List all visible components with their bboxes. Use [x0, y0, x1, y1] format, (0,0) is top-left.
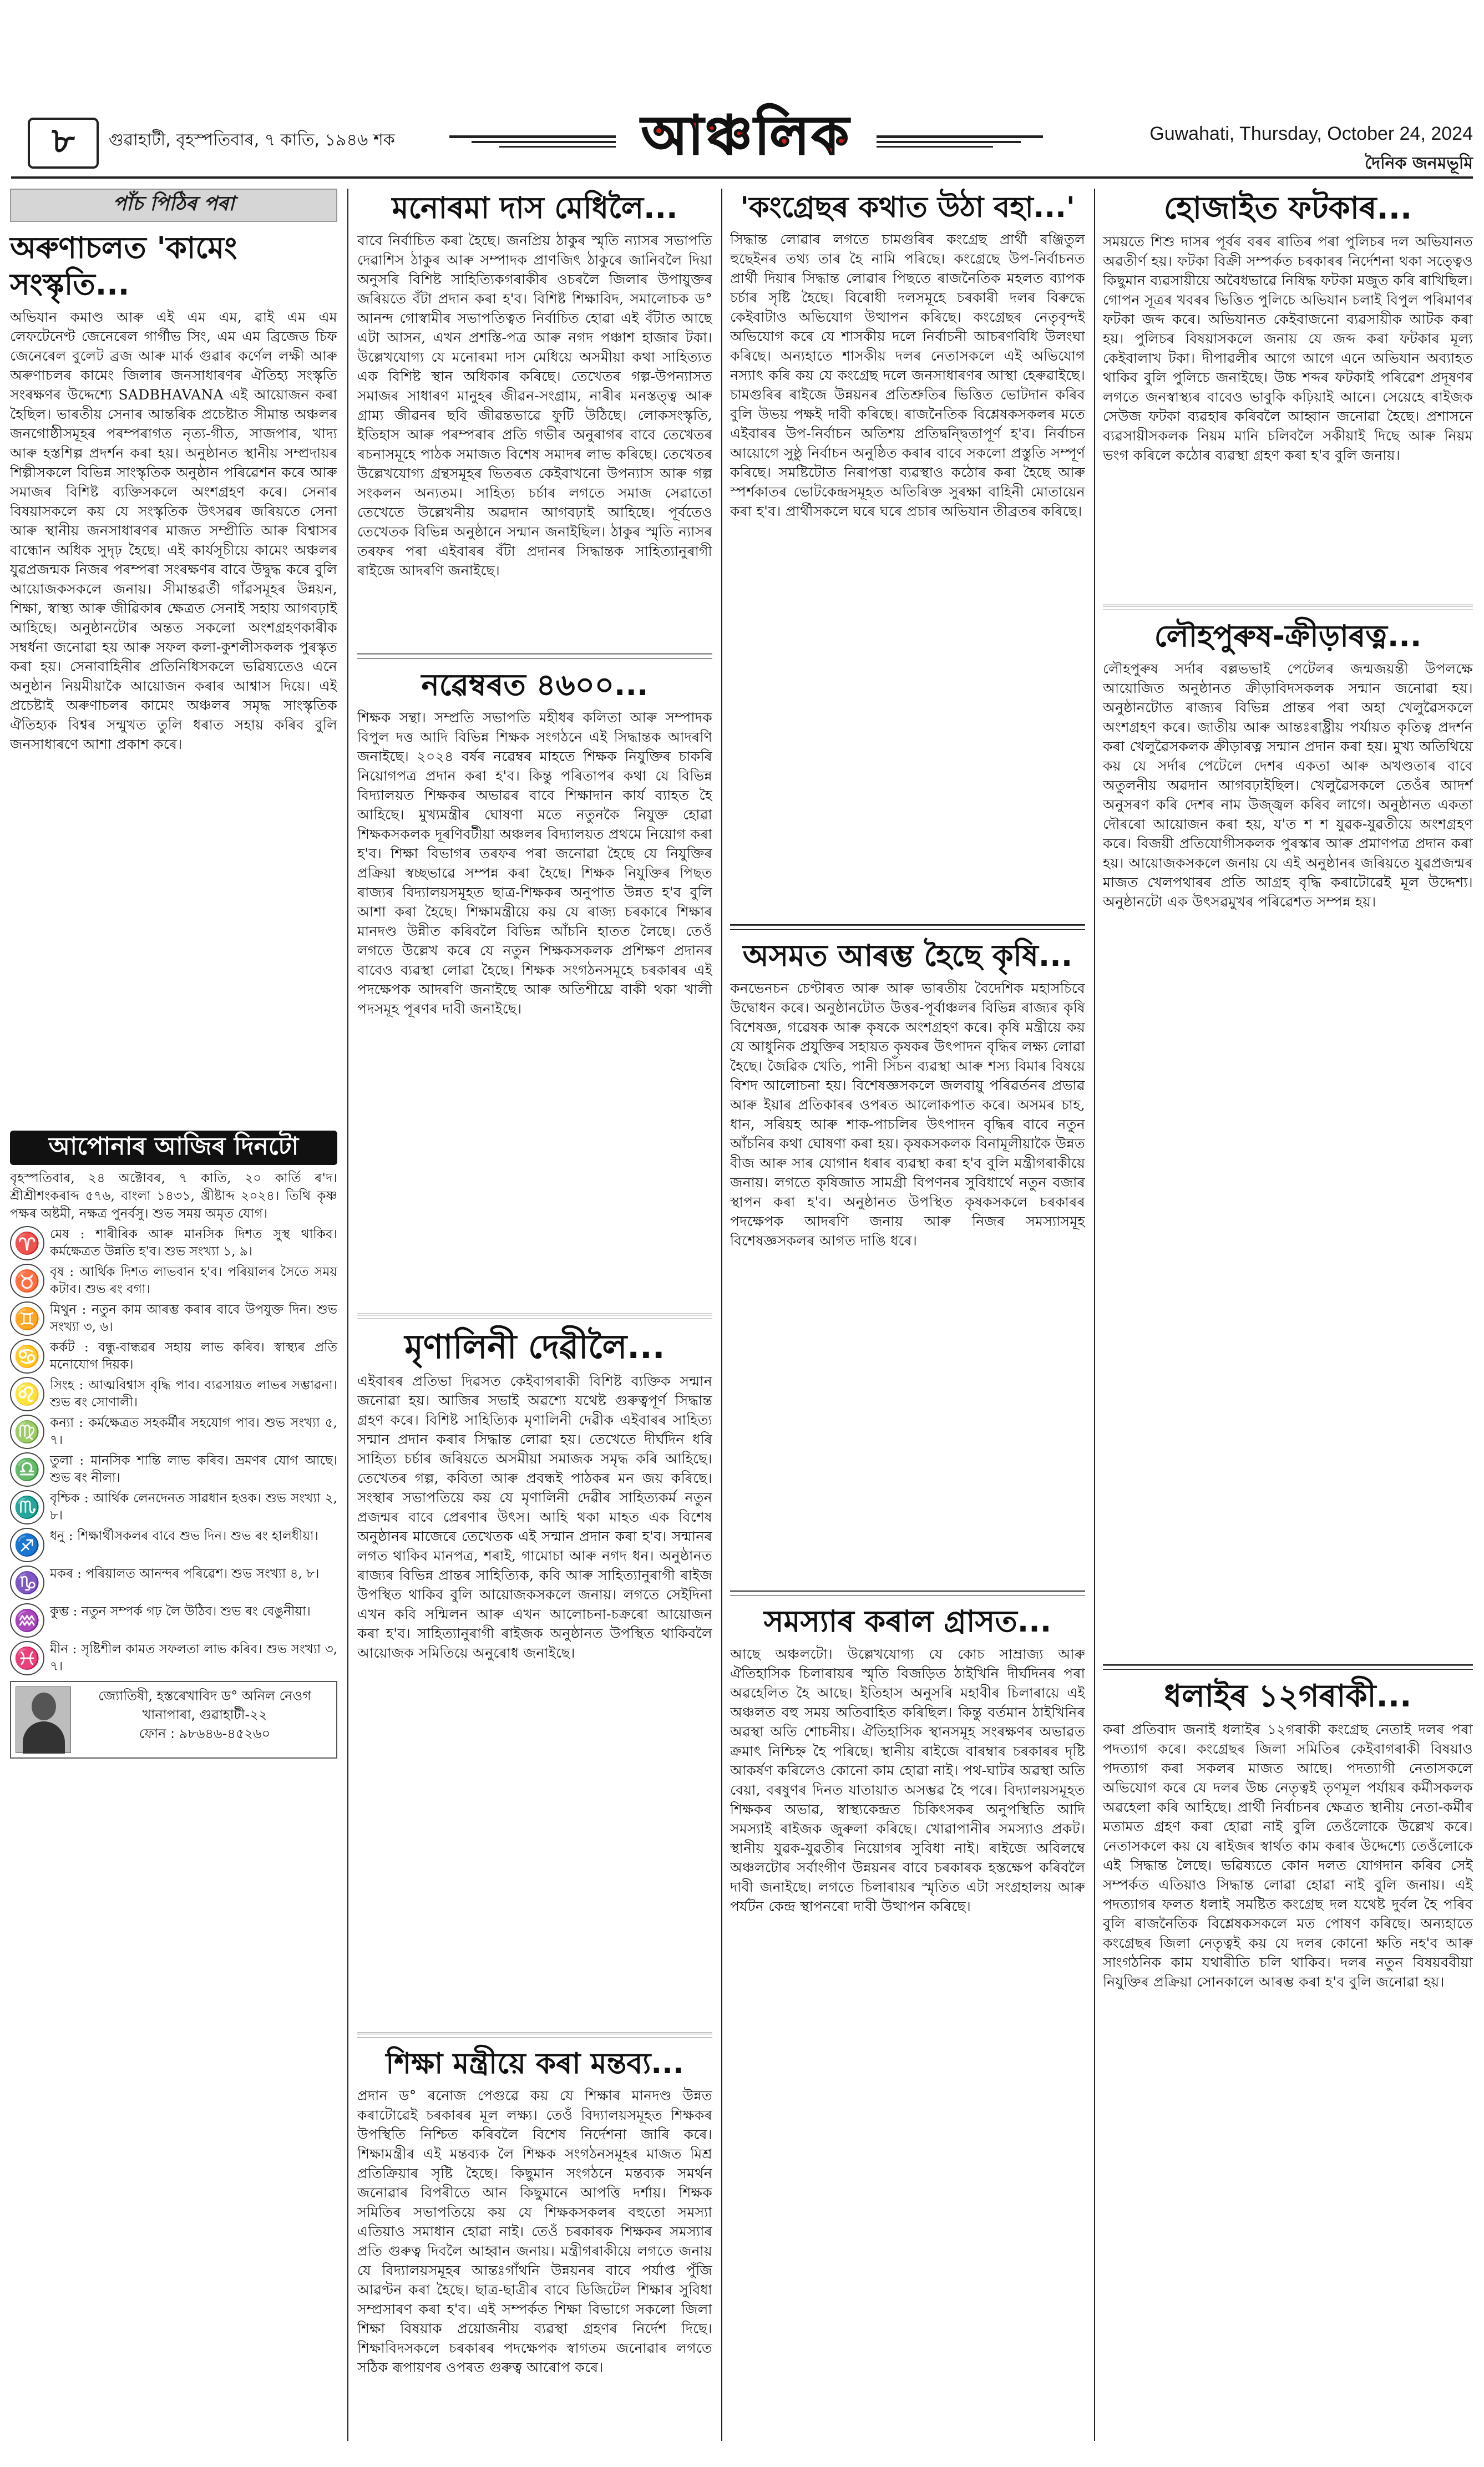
iron-man-body: লৌহপুৰুষ সৰ্দাৰ বল্লভভাই পেটেলৰ জন্মজয়ন্তী উপলক্ষে আয়োজিত অনুষ্ঠানত ক্ৰীড়াবিদসকলক সন্মান জনোৱা হয়। অনুষ্ঠানটোত ৰাজ্যৰ বিভিন্ন প্ৰান্তৰ পৰা অহা খেলুৱৈসকলে অংশগ্ৰহণ কৰে। জাতীয় আৰু আন্তঃৰাষ্ট্ৰীয় পৰ্যায়ত কৃতিত্ব প্ৰদৰ্শন কৰা খেলুৱৈসকলক ক্ৰীড়াৰত্ন সন্মান প্ৰদান কৰা হয়। মুখ্য অতিথিয়ে কয় যে সৰ্দাৰ পেটেলে দেশৰ একতা আৰু অখণ্ডতাৰ বাবে অতুলনীয় অৱদান আগবঢ়াইছিল। খেলুৱৈসকলে তেওঁৰ আদৰ্শ অনুসৰণ কৰি দেশৰ নাম উজ্জ্বল কৰিব লাগে। অনুষ্ঠানত একতা দৌৰৰো আয়োজন কৰা হয়, য'ত শ শ যুৱক-যুৱতীয়ে অংশগ্ৰহণ কৰে। বিজয়ী প্ৰতিযোগীসকলক পুৰস্কাৰ আৰু প্ৰমাণপত্ৰ প্ৰদান কৰা হয়। আয়োজকসকলে জনায় যে এই অনুষ্ঠানৰ জৰিয়তে যুৱপ্ৰজন্মৰ মাজত খেলপথাৰৰ প্ৰতি আগ্ৰহ বৃদ্ধি কৰাটোৱেই মূল উদ্দেশ্য। অনুষ্ঠানটো এক উৎসৱমুখৰ পৰিৱেশত সম্পন্ন হয়।: [1103, 661, 1473, 910]
horoscope-text: কৰ্কট : বন্ধু-বান্ধৱৰ সহায় লাভ কৰিব। স্বাস্থ্যৰ প্ৰতি মনোযোগ দিয়ক।: [50, 1340, 337, 1372]
mrinalini-headline: মৃণালিনী দেৱীলৈ...: [404, 1328, 665, 1366]
zodiac-sign-icon: ♐: [10, 1528, 44, 1562]
column-divider: [721, 189, 722, 2441]
zodiac-sign-icon: ♑: [10, 1566, 44, 1600]
horoscope-text: মীন : সৃষ্টিশীল কামত সফলতা লাভ কৰিব। শুভ সংখ্যা ৩, ৭।: [50, 1642, 337, 1674]
problems-body: আছে অঞ্চলটো। উল্লেখযোগ্য যে কোচ সাম্ৰাজ্য আৰু ঐতিহাসিক চিলাৰায়ৰ স্মৃতি বিজড়িত ঠাইখিনি দীৰ্ঘদিনৰ পৰা অৱহেলিত হৈ আছে। ইতিহাস অনুসৰি মহাবীৰ চিলাৰায়ে এই অঞ্চলত বহু সময় অতিবাহিত কৰিছিল। কিন্তু বৰ্তমান ঠাইখিনিৰ অৱস্থা অতি শোচনীয়। ঐতিহাসিক স্থানসমূহ সংৰক্ষণৰ অভাৱত ক্ৰমাৎ নিশ্চিহ্ন হৈ পৰিছে। স্থানীয় ৰাইজে বাৰম্বাৰ চৰকাৰৰ দৃষ্টি আকৰ্ষণ কৰিলেও কোনো কাম হোৱা নাই। পথ-ঘাটৰ অৱস্থা অতি বেয়া, বৰষুণৰ দিনত যাতায়াত অসম্ভৱ হৈ পৰে। বিদ্যালয়সমূহত শিক্ষকৰ অভাৱ, স্বাস্থ্যকেন্দ্ৰত চিকিৎসকৰ অনুপস্থিতি আদি সমস্যাই ৰাইজক জুৰুলা কৰিছে। খোৱাপানীৰ সমস্যাও প্ৰকট। স্থানীয় যুৱক-যুৱতীৰ নিয়োগৰ সুবিধা নাই। ৰাইজে অবিলম্বে অঞ্চলটোৰ সৰ্বাংগীণ উন্নয়নৰ বাবে চৰকাৰক হস্তক্ষেপ কৰিবলৈ দাবী জনাইছে। লগতে চিলাৰায়ৰ স্মৃতিত এটা সংগ্ৰহালয় আৰু পৰ্যটন কেন্দ্ৰ স্থাপনৰো দাবী উত্থাপন কৰিছে।: [730, 1646, 1085, 1914]
zodiac-sign-icon: ♋: [10, 1339, 44, 1374]
horoscope-title: আপোনাৰ আজিৰ দিনটো: [10, 1131, 337, 1165]
november-body: শিক্ষক সন্থা। সম্প্ৰতি সভাপতি মহীধৰ কলিতা আৰু সম্পাদক বিপুল দত্ত আদি বিভিন্ন শিক্ষক সংগঠনে এই সিদ্ধান্তক আদৰণি জনাইছে। ২০২৪ বৰ্ষৰ নৱেম্বৰ মাহতে শিক্ষক নিযুক্তিৰ চাকৰি নিয়োগপত্ৰ প্ৰদান কৰা হ'ব। কিন্তু পৰিতাপৰ কথা যে বিভিন্ন বিদ্যালয়ত শিক্ষকৰ অভাৱৰ বাবে শিক্ষাদান কাৰ্য ব্যাহত হৈ আহিছে। মুখ্যমন্ত্ৰীৰ ঘোষণা মতে নতুনকৈ নিযুক্ত হোৱা শিক্ষকসকলক দূৰণিবটীয়া অঞ্চলৰ বিদ্যালয়ত প্ৰথমে নিয়োগ কৰা হ'ব। শিক্ষা বিভাগৰ তৰফৰ পৰা জনোৱা হৈছে যে নিযুক্তিৰ প্ৰক্ৰিয়া স্বচ্ছভাৱে সম্পন্ন কৰা হৈছে। শিক্ষক নিযুক্তিৰ পিছত ৰাজ্যৰ বিদ্যালয়সমূহত ছাত্ৰ-শিক্ষকৰ অনুপাত উন্নত হ'ব বুলি আশা কৰা হৈছে। শিক্ষামন্ত্ৰীয়ে কয় যে ৰাজ্য চৰকাৰে শিক্ষাৰ মানদণ্ড উন্নীত কৰিবলৈ বিভিন্ন আঁচনি হাতত লৈছে। তেওঁ লগতে উল্লেখ কৰে যে নতুন শিক্ষকসকলক প্ৰশিক্ষণ প্ৰদানৰ বাবেও ব্যৱস্থা লোৱা হৈছে। শিক্ষক সংগঠনসমূহে চৰকাৰৰ এই পদক্ষেপক আদৰণি জনাইছে আৰু অতিশীঘ্ৰে বাকী থকা খালী পদসমূহ পূৰণৰ দাবী জনাইছে।: [357, 710, 712, 1017]
zodiac-sign-icon: ♈: [10, 1226, 44, 1260]
column-4: [1103, 189, 1473, 2441]
divider: [1103, 1664, 1473, 1670]
column-divider: [347, 189, 348, 2441]
zodiac-sign-icon: ♏: [10, 1490, 44, 1524]
divider: [730, 1590, 1085, 1595]
agriculture-headline: অসমত আৰম্ভ হৈছে কৃষি...: [742, 938, 1073, 973]
manorama-body: বাবে নিৰ্বাচিত কৰা হৈছে। জনপ্ৰিয় ঠাকুৰ স্মৃতি ন্যাসৰ সভাপতি দেৱাশিস ঠাকুৰ আৰু সম্পাদক প্ৰাণজিৎ ঠাকুৰে জানিবলৈ দিয়া অনুসৰি বিশিষ্ট সাহিত্যিকগৰাকীৰ ওচৰলৈ জিলাৰ উপায়ুক্তৰ জৰিয়তে বঁটা প্ৰদান কৰা হ'ব। বিশিষ্ট শিক্ষাবিদ, সমালোচক ড° আনন্দ গোস্বামীৰ সভাপতিত্বত নিৰ্বাচিত হোৱা এই বঁটাত আছে এটা আসন, এখন প্ৰশস্তি-পত্ৰ আৰু নগদ পঞ্চাশ হাজাৰ টকা। উল্লেখযোগ্য যে মনোৰমা দাস মেধিয়ে অসমীয়া কথা সাহিত্যত এক বিশিষ্ট স্থান অধিকাৰ কৰিছে। তেখেতৰ গল্প-উপন্যাসত সমাজৰ সাধাৰণ মানুহৰ জীৱন-সংগ্ৰাম, নাৰীৰ মনস্তত্ত্ব আৰু গ্ৰাম্য জীৱনৰ ছবি জীৱন্তভাৱে ফুটি উঠিছে। লোকসংস্কৃতি, ইতিহাস আৰু পৰম্পৰাৰ প্ৰতি গভীৰ অনুৰাগৰ বাবে তেখেতৰ ৰচনাসমূহে পাঠক সমাজত বিশেষ সমাদৰ লাভ কৰিছে। তেখেতৰ উল্লেখযোগ্য গ্ৰন্থসমূহৰ ভিতৰত কেইবাখনো উপন্যাস আৰু গল্প সংকলন অন্যতম। সাহিত্য চৰ্চাৰ লগতে সমাজ সেৱাতো তেখেতে উল্লেখনীয় অৱদান আগবঢ়াই আহিছে। পূৰ্বতেও তেখেতক বিভিন্ন অনুষ্ঠানে সন্মান জনাইছিল। ঠাকুৰ স্মৃতি ন্যাসৰ তৰফৰ পৰা এইবাৰৰ বঁটা প্ৰদানৰ সিদ্ধান্তক সাহিত্যানুৰাগী ৰাইজে আদৰণি জনাইছে।: [357, 232, 712, 579]
divider: [357, 1314, 712, 1319]
zodiac-sign-icon: ♉: [10, 1264, 44, 1298]
arunachal-body: অভিযান কমাণ্ড আৰু এই এম এম, ৱাই এম এম লেফটেনেণ্ট জেনেৰেল গাৰ্গীভ সিং, এম এম ব্ৰিজেড চিফ জেনেৰেল বুলেট ব্ৰজ আৰু মাৰ্ক গুৱাৰ কৰ্ণেল লক্ষী আৰু অৰুণাচলৰ কামেং জিলাৰ জনসাধাৰণৰ ঐতিহ্য সংস্কৃতি সংৰক্ষণৰ উদ্দেশ্যে SADBHAVANA এই আয়োজন কৰা হৈছিল। ভাৰতীয় সেনাৰ আন্তৰিক প্ৰচেষ্টাত সীমান্ত অঞ্চলৰ জনগোষ্ঠীসমূহৰ পৰম্পৰাগত নৃত্য-গীত, সাজপাৰ, খাদ্য আৰু হস্তশিল্প প্ৰদৰ্শন কৰা হয়। অনুষ্ঠানত স্থানীয় সম্প্ৰদায়ৰ শিল্পীসকলে বিভিন্ন সাংস্কৃতিক অনুষ্ঠান পৰিৱেশন কৰে আৰু সমাজৰ বিশিষ্ট ব্যক্তিসকলে অংশগ্ৰহণ কৰে। সেনাৰ বিষয়াসকলে কয় যে সংস্কৃতিক উৎসৱৰ জৰিয়তে সেনা আৰু স্থানীয় জনসাধাৰণৰ মাজত সম্প্ৰীতি আৰু বিশ্বাসৰ বান্ধোন অধিক সুদৃঢ় হৈছে। এই কাৰ্যসূচীয়ে কামেং অঞ্চলৰ যুৱপ্ৰজন্মক নিজৰ পৰম্পৰা সংৰক্ষণৰ বাবে উদ্বুদ্ধ কৰে বুলি আয়োজকসকলে জনায়। সীমান্তৱৰ্তী গাঁৱসমূহৰ উন্নয়ন, শিক্ষা, স্বাস্থ্য আৰু জীৱিকাৰ ক্ষেত্ৰত সেনাই সহায় আগবঢ়াই আহিছে। অনুষ্ঠানটোৰ অন্তত সকলো অংশগ্ৰহণকাৰীক সম্বৰ্ধনা জনোৱা হয় আৰু সফল কলা-কুশলীসকলক পুৰস্কৃত কৰা হয়। সেনাবাহিনীৰ প্ৰতিনিধিসকলে ভৱিষ্যতেও এনে অনুষ্ঠান নিয়মীয়াকৈ আয়োজন কৰাৰ আশ্বাস দিয়ে। এই প্ৰচেষ্টাই অৰুণাচলৰ কামেং অঞ্চলৰ সমৃদ্ধ সাংস্কৃতিক ঐতিহ্যক বিশ্বৰ সন্মুখত তুলি ধৰাত সহায় কৰিব বুলি জনসাধাৰণে আশা প্ৰকাশ কৰে।: [10, 309, 337, 752]
date-assamese: গুৱাহাটী, বৃহস্পতিবাৰ, ৭ কাতি, ১৯৪৬ শক: [109, 130, 395, 150]
column-divider: [1094, 189, 1095, 2441]
horoscope-text: কন্যা : কৰ্মক্ষেত্ৰত সহকৰ্মীৰ সহযোগ পাব। শুভ সংখ্যা ৫, ৭।: [50, 1416, 337, 1447]
horoscope-text: কুম্ভ : নতুন সম্পৰ্ক গঢ় লৈ উঠিব। শুভ ৰং বেঙুনীয়া।: [50, 1604, 311, 1619]
horoscope-row: [10, 1603, 337, 1638]
horoscope-text: সিংহ : আত্মবিশ্বাস বৃদ্ধি পাব। ব্যৱসায়ত লাভৰ সম্ভাৱনা। শুভ ৰং সোণালী।: [50, 1378, 337, 1410]
congress-headline: 'কংগ্ৰেছৰ কথাত উঠা বহা...': [740, 191, 1075, 224]
horoscope-text: বৃশ্চিক : আৰ্থিক লেনদেনত সাৱধান হওক। শুভ সংখ্যা ২, ৮।: [50, 1491, 337, 1523]
zodiac-sign-icon: ♍: [10, 1415, 44, 1449]
astrologer-info: [78, 1686, 332, 1753]
column-3: [730, 189, 1085, 2441]
horoscope-text: বৃষ : আৰ্থিক দিশত লাভবান হ'ব। পৰিয়ালৰ সৈতে সময় কটাব। শুভ ৰং বগা।: [50, 1265, 337, 1296]
agriculture-body: কনভেনচন চেণ্টাৰত আৰু আৰু ভাৰতীয় বৈদেশিক মহাসচিবে উদ্বোধন কৰে। অনুষ্ঠানটোত উত্তৰ-পূৰ্বাঞ্চলৰ বিভিন্ন ৰাজ্যৰ কৃষি বিশেষজ্ঞ, গৱেষক আৰু কৃষকে অংশগ্ৰহণ কৰে। কৃষি মন্ত্ৰীয়ে কয় যে আধুনিক প্ৰযুক্তিৰ সহায়ত কৃষকৰ উৎপাদন বৃদ্ধিৰ লক্ষ্য লোৱা হৈছে। জৈৱিক খেতি, পানী সিঁচন ব্যৱস্থা আৰু শস্য বিমাৰ বিষয়ে বিশদ আলোচনা হয়। বিশেষজ্ঞসকলে জলবায়ু পৰিৱৰ্তনৰ প্ৰভাৱ আৰু ইয়াৰ প্ৰতিকাৰৰ ওপৰত আলোকপাত কৰে। অসমৰ চাহ, ধান, সৰিয়হ আৰু শাক-পাচলিৰ উৎপাদন বৃদ্ধিৰ বাবে নতুন আঁচনিৰ কথা ঘোষণা কৰা হয়। কৃষকসকলক বিনামূলীয়াকৈ উন্নত বীজ আৰু সাৰ যোগান ধৰাৰ ব্যৱস্থা কৰা হ'ব বুলি মন্ত্ৰীগৰাকীয়ে জনায়। লগতে কৃষিজাত সামগ্ৰী বিপণনৰ সুবিধাৰ্থে নতুন বজাৰ স্থাপন কৰা হ'ব। অনুষ্ঠানত উপস্থিত কৃষকসকলে চৰকাৰৰ পদক্ষেপক আদৰণি জনায় আৰু নিজৰ সমস্যাসমূহ বিশেষজ্ঞসকলৰ আগত দাঙি ধৰে।: [730, 980, 1085, 1249]
astrologer-address: খানাপাৰা, গুৱাহাটী-২২: [142, 1707, 267, 1723]
horoscope-text: মিথুন : নতুন কাম আৰম্ভ কৰাৰ বাবে উপযুক্ত দিন। শুভ সংখ্যা ৩, ৬।: [50, 1303, 337, 1334]
horoscope-row: [10, 1264, 337, 1298]
education-minister-headline: শিক্ষা মন্ত্ৰীয়ে কৰা মন্তব্য...: [386, 2047, 684, 2080]
horoscope-row: [10, 1339, 337, 1374]
horoscope-signs: [10, 1226, 337, 1675]
paper-name: দৈনিক জনমভূমি: [1365, 154, 1473, 173]
horoscope-row: [10, 1226, 337, 1260]
arunachal-headline: অৰুণাচলত 'কামেং সংস্কৃতি...: [10, 230, 237, 302]
astrologer-photo: [16, 1686, 71, 1753]
mrinalini-body: এইবাৰৰ প্ৰতিভা দিৱসত কেইবাগৰাকী বিশিষ্ট ব্যক্তিক সন্মান জনোৱা হয়। আজিৰ সভাই অৱশ্যে যথেষ্ট গুৰুত্বপূৰ্ণ সিদ্ধান্ত গ্ৰহণ কৰে। বিশিষ্ট সাহিত্যিক মৃণালিনী দেৱীক এইবাৰৰ সাহিত্য সন্মান প্ৰদান কৰাৰ সিদ্ধান্ত লোৱা হয়। তেখেতে দীৰ্ঘদিন ধৰি সাহিত্য চৰ্চাৰ জৰিয়তে অসমীয়া সমাজক সমৃদ্ধ কৰি আহিছে। তেখেতৰ গল্প, কবিতা আৰু প্ৰবন্ধই পাঠকৰ মন জয় কৰিছে। সংস্থাৰ সভাপতিয়ে কয় যে মৃণালিনী দেৱীৰ সাহিত্যকৰ্ম নতুন প্ৰজন্মৰ বাবে প্ৰেৰণাৰ উৎস। আহি থকা মাহত এক বিশেষ অনুষ্ঠানৰ মাজেৰে তেখেতক এই সন্মান প্ৰদান কৰা হ'ব। সন্মানৰ লগত থাকিব মানপত্ৰ, শৰাই, গামোচা আৰু নগদ ধন। অনুষ্ঠানত ৰাজ্যৰ বিভিন্ন প্ৰান্তৰ সাহিত্যিক, কবি আৰু সাহিত্যানুৰাগী ৰাইজ উপস্থিত থাকিব বুলি আয়োজকসকলে জনায়। লগতে সেইদিনা এখন কবি সন্মিলন আৰু এখন আলোচনা-চক্ৰৰো আয়োজন কৰা হ'ব। সাহিত্যানুৰাগী ৰাইজক অনুষ্ঠানত উপস্থিত থাকিবলৈ আয়োজক সমিতিয়ে অনুৰোধ জনাইছে।: [357, 1373, 712, 1661]
manorama-headline: মনোৰমা দাস মেধিলৈ...: [392, 190, 678, 225]
column-2: [357, 189, 712, 2441]
logo-left-wing-icon: [449, 133, 616, 152]
masthead: [0, 0, 1484, 183]
horoscope-text: মেষ : শাৰীৰিক আৰু মানসিক দিশত সুস্থ থাকিব। কৰ্মক্ষেত্ৰত উন্নতি হ'ব। শুভ সংখ্যা ১, ৯।: [50, 1227, 337, 1259]
zodiac-sign-icon: ♓: [10, 1641, 44, 1675]
divider: [1103, 605, 1473, 610]
hojai-body: সময়তে শিশু দাসৰ পূৰ্বৰ বৰৰ ৰাতিৰ পৰা পুলিচৰ দল অভিযানত অৱতীৰ্ণ হয়। ফটকা বিক্ৰী সম্পৰ্কত চৰকাৰৰ নিৰ্দেশনা থকা সত্ত্বেও কিছুমান ব্যৱসায়ীয়ে অবৈধভাৱে নিষিদ্ধ ফটকা মজুত কৰি ৰাখিছিল। গোপন সূত্ৰৰ খবৰৰ ভিত্তিত পুলিচে অভিযান চলাই বিপুল পৰিমাণৰ ফটকা জব্দ কৰে। অভিযানত কেইবাজনো ব্যৱসায়ীক আটক কৰা হয়। পুলিচৰ বিষয়াসকলে জনায় যে জব্দ কৰা ফটকাৰ মূল্য কেইবালাখ টকা। দীপাৱলীৰ আগে আগে এনে অভিযান অব্যাহত থাকিব বুলি পুলিচে জনাইছে। উচ্চ শব্দৰ ফটকাই পৰিৱেশ প্ৰদূষণৰ লগতে জনস্বাস্থ্যৰ বাবেও ভাবুকি কঢ়িয়াই আনে। সেয়েহে ৰাইজক সেউজ ফটকা ব্যৱহাৰ কৰিবলৈ আহ্বান জনোৱা হৈছে। প্ৰশাসনে ব্যৱসায়ীসকলক নিয়ম মানি চলিবলৈ সকীয়াই দিছে আৰু নিয়ম ভংগ কৰিলে কঠোৰ ব্যৱস্থা গ্ৰহণ কৰা হ'ব বুলি জনায়।: [1103, 234, 1473, 463]
horoscope-text: ধনু : শিক্ষাৰ্থীসকলৰ বাবে শুভ দিন। শুভ ৰং হালধীয়া।: [50, 1529, 318, 1543]
education-minister-body: প্ৰদান ড° ৰনোজ পেগুৱে কয় যে শিক্ষাৰ মানদণ্ড উন্নত কৰাটোৱেই চৰকাৰৰ মূল লক্ষ্য। তেওঁ বিদ্যালয়সমূহত শিক্ষকৰ উপস্থিতি নিশ্চিত কৰিবলৈ বিশেষ নিৰ্দেশনা জাৰি কৰে। শিক্ষামন্ত্ৰীৰ এই মন্তব্যক লৈ শিক্ষক সংগঠনসমূহৰ মাজত মিশ্ৰ প্ৰতিক্ৰিয়াৰ সৃষ্টি হৈছে। কিছুমান সংগঠনে মন্তব্যক সমৰ্থন জনোৱাৰ বিপৰীতে আন কিছুমানে আপত্তি দৰ্শায়। শিক্ষক সমিতিৰ সভাপতিয়ে কয় যে শিক্ষকসকলৰ বহুতো সমস্যা এতিয়াও সমাধান হোৱা নাই। তেওঁ চৰকাৰক শিক্ষকৰ সমস্যাৰ প্ৰতি গুৰুত্ব দিবলৈ আহ্বান জনায়। মন্ত্ৰীগৰাকীয়ে লগতে জনায় যে বিদ্যালয়সমূহৰ আন্তঃগাঁথনি উন্নয়নৰ বাবে পৰ্যাপ্ত পুঁজি আৱণ্টন কৰা হৈছে। ছাত্ৰ-ছাত্ৰীৰ বাবে ডিজিটেল শিক্ষাৰ সুবিধা সম্প্ৰসাৰণ কৰা হ'ব। এই সম্পৰ্কত শিক্ষা বিভাগে সকলো জিলা শিক্ষা বিষয়াক প্ৰয়োজনীয় ব্যৱস্থা গ্ৰহণৰ নিৰ্দেশ দিছে। শিক্ষাবিদসকলে চৰকাৰৰ পদক্ষেপক স্বাগতম জনোৱাৰ লগতে সঠিক ৰূপায়ণৰ ওপৰত গুৰুত্ব আৰোপ কৰে।: [357, 2088, 712, 2375]
horoscope-row: [10, 1415, 337, 1449]
astrologer-phone: ফোন : ৯৮৬৪৬-৪৫২৬০: [139, 1726, 271, 1741]
horoscope-intro: বৃহস্পতিবাৰ, ২৪ অক্টোবৰ, ৭ কাতি, ২০ কাৰ্তি ৰ'দ। শ্ৰীশ্ৰীশংকৰাব্দ ৫৭৬, বাংলা ১৪৩১, খ্ৰীষ্টাব্দ ২০২৪। তিথি কৃষ্ণ পক্ষৰ অষ্টমী, নক্ষত্ৰ পুনৰ্বসু। শুভ সময় অমৃত যোগ।: [10, 1171, 337, 1221]
horoscope-text: তুলা : মানসিক শান্তি লাভ কৰিব। ভ্ৰমণৰ যোগ আছে। শুভ ৰং নীলা।: [50, 1453, 337, 1485]
zodiac-sign-icon: ♒: [10, 1603, 44, 1638]
astrologer-box: [10, 1681, 337, 1759]
newspaper-logo: [616, 94, 877, 178]
horoscope-row: [10, 1528, 337, 1562]
horoscope-row: [10, 1377, 337, 1411]
masthead-rule: [11, 176, 1473, 179]
left-column: [10, 189, 337, 2441]
horoscope-row: [10, 1566, 337, 1600]
november-headline: নৱেম্বৰত ৪৬০০...: [421, 667, 649, 702]
problems-headline: সমস্যাৰ কৰাল গ্ৰাসত...: [763, 1604, 1052, 1639]
congress-body: সিদ্ধান্ত লোৱাৰ লগতে চামগুৰিৰ কংগ্ৰেছ প্ৰাৰ্থী ৰঞ্জিতুল হুছেইনৰ তথ্য তাৰ হৈ নামি পৰিছে। কংগ্ৰেছে উপ-নিৰ্বাচনত প্ৰাৰ্থী দিয়াৰ সিদ্ধান্ত লোৱাৰ পিছতে ৰাজনৈতিক মহলত ব্যাপক চৰ্চাৰ সৃষ্টি হৈছে। বিৰোধী দলসমূহে চৰকাৰী দলৰ বিৰুদ্ধে কেইবাটাও অভিযোগ উত্থাপন কৰিছে। কংগ্ৰেছৰ নেতৃবৃন্দই অভিযোগ কৰে যে শাসকীয় দলে নিৰ্বাচনী আচৰণবিধি উলংঘা কৰিছে। অন্যহাতে শাসকীয় দলৰ নেতাসকলে এই অভিযোগ নস্যাৎ কৰি কয় যে কংগ্ৰেছ দলে জনসাধাৰণৰ আস্থা হেৰুৱাইছে। চামগুৰিৰ ৰাইজে উন্নয়নৰ প্ৰতিশ্ৰুতিৰ ভিত্তিত ভোটদান কৰিব বুলি উভয় পক্ষই দাবী কৰিছে। ৰাজনৈতিক বিশ্লেষকসকলৰ মতে এইবাৰৰ উপ-নিৰ্বাচন অতিশয় প্ৰতিদ্বন্দ্বিতাপূৰ্ণ হ'ব। নিৰ্বাচন আয়োগে সুষ্ঠু নিৰ্বাচন অনুষ্ঠিত কৰাৰ বাবে সকলো প্ৰস্তুতি সম্পূৰ্ণ কৰিছে। সমষ্টিটোত নিৰাপত্তা ব্যৱস্থাও কঠোৰ কৰা হৈছে আৰু স্পৰ্শকাতৰ ভোটকেন্দ্ৰসমূহত অতিৰিক্ত সুৰক্ষা বাহিনী মোতায়েন কৰা হ'ব। প্ৰাৰ্থীসকলে ঘৰে ঘৰে প্ৰচাৰ অভিযান তীব্ৰতৰ কৰিছে।: [730, 231, 1085, 519]
section-banner: পাঁচ পিঠিৰ পৰা: [10, 189, 337, 222]
zodiac-sign-icon: ♌: [10, 1377, 44, 1411]
page-number: ৮: [28, 118, 99, 169]
logo-right-wing-icon: [877, 133, 1043, 152]
dhalai-headline: ধলাইৰ ১২গৰাকী...: [1164, 1678, 1412, 1714]
divider: [357, 654, 712, 659]
horoscope-row: [10, 1641, 337, 1675]
astrologer-name: জ্যোতিষী, হস্তৰেখাবিদ ড° অনিল নেওগ: [98, 1688, 311, 1704]
horoscope-row: [10, 1301, 337, 1336]
logo-text: আঞ্চলিক: [641, 104, 852, 166]
zodiac-sign-icon: ♊: [10, 1301, 44, 1336]
divider: [730, 924, 1085, 930]
horoscope-row: [10, 1452, 337, 1487]
divider: [357, 2033, 712, 2038]
horoscope-text: মকৰ : পৰিয়ালত আনন্দৰ পৰিৱেশ। শুভ সংখ্যা ৪, ৮।: [50, 1567, 320, 1581]
iron-man-headline: লৌহপুৰুষ-ক্ৰীড়াৰত্ন...: [1154, 619, 1422, 654]
dhalai-body: কৰা প্ৰতিবাদ জনাই ধলাইৰ ১২গৰাকী কংগ্ৰেছ নেতাই দলৰ পৰা পদত্যাগ কৰে। কংগ্ৰেছৰ জিলা সমিতিৰ কেইবাগৰাকী বিষয়াও পদত্যাগ কৰা সকলৰ মাজত আছে। পদত্যাগী নেতাসকলে অভিযোগ কৰে যে দলৰ উচ্চ নেতৃত্বই তৃণমূল পৰ্যায়ৰ কৰ্মীসকলক অৱহেলা কৰি আহিছে। প্ৰাৰ্থী নিৰ্বাচনৰ ক্ষেত্ৰত স্থানীয় নেতা-কৰ্মীৰ মতামত গ্ৰহণ কৰা হোৱা নাই বুলি তেওঁলোকে উল্লেখ কৰে। নেতাসকলে কয় যে ৰাইজৰ স্বাৰ্থত কাম কৰাৰ উদ্দেশ্যে তেওঁলোকে এই সিদ্ধান্ত লৈছে। ভৱিষ্যতে কোন দলত যোগদান কৰিব সেই সম্পৰ্কত এতিয়াও সিদ্ধান্ত লোৱা হোৱা নাই বুলি জনায়। এই পদত্যাগৰ ফলত ধলাই সমষ্টিত কংগ্ৰেছ দল যথেষ্ট দুৰ্বল হৈ পৰিব বুলি ৰাজনৈতিক বিশ্লেষকসকলে মত পোষণ কৰিছে। অন্যহাতে কংগ্ৰেছৰ জিলা নেতৃত্বই কয় যে দলৰ কোনো ক্ষতি নহ'ব আৰু সাংগঠনিক কাম যথাৰীতি চলি থাকিব। দলৰ নতুন বিষয়ববীয়া নিযুক্তিৰ প্ৰক্ৰিয়া সোনকালে আৰম্ভ কৰা হ'ব বুলি জনোৱা হয়।: [1103, 1721, 1473, 1990]
date-english: Guwahati, Thursday, October 24, 2024: [1149, 123, 1473, 144]
horoscope-row: [10, 1490, 337, 1524]
zodiac-sign-icon: ♎: [10, 1452, 44, 1487]
hojai-headline: হোজাইত ফটকাৰ...: [1163, 190, 1412, 226]
